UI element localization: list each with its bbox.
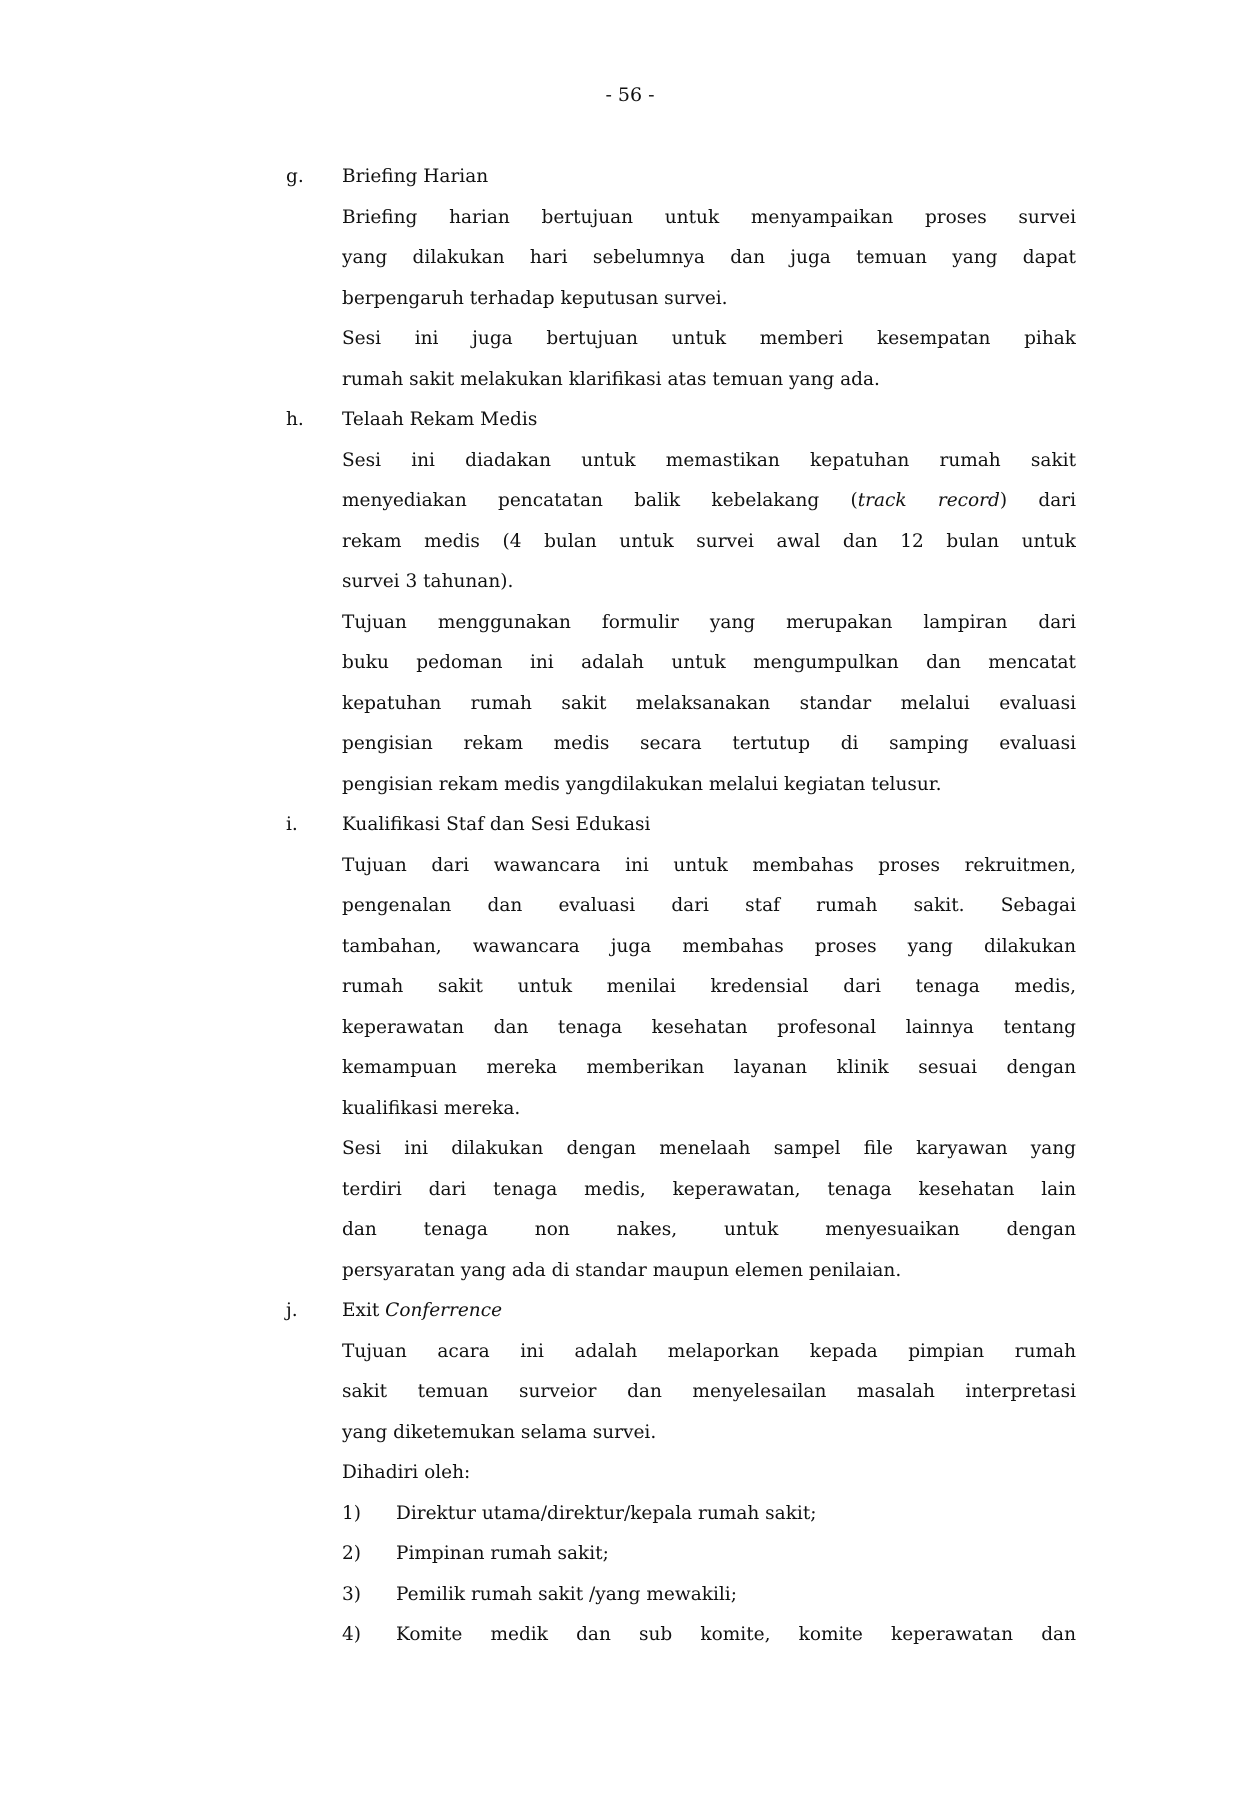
line-text: dan tenaga non nakes, untuk menyesuaikan dengan	[342, 1219, 1076, 1240]
line-text-after: ) dari	[999, 490, 1076, 511]
list-text: Pemilik rumah sakit /yang mewakili;	[396, 1583, 737, 1605]
attendee-list-item	[286, 1494, 1076, 1535]
list-number: 1)	[342, 1502, 361, 1524]
line-text: tambahan, wawancara juga membahas proses yang dilakukan	[342, 935, 1076, 957]
paragraph-line	[286, 441, 1076, 482]
line-text: Sesi ini dilakukan dengan menelaah sampel file karyawan yang	[342, 1138, 1076, 1159]
paragraph-line	[286, 1413, 1076, 1454]
line-text: Sesi ini juga bertujuan untuk memberi kesempatan pihak	[342, 328, 1076, 349]
section-title: Kualifikasi Staf dan Sesi Edukasi	[342, 814, 651, 835]
line-text: persyaratan yang ada di standar maupun elemen penilaian.	[342, 1259, 902, 1281]
section-marker: h.	[286, 409, 304, 430]
section-heading-h	[286, 400, 1076, 441]
section-title: Telaah Rekam Medis	[342, 409, 538, 430]
paragraph-line	[286, 238, 1076, 279]
attendee-list-item	[286, 1615, 1076, 1656]
paragraph-line	[286, 562, 1076, 603]
document-body	[286, 157, 1076, 1656]
line-text: Tujuan acara ini adalah melaporkan kepada pimpian rumah	[342, 1340, 1076, 1362]
section-heading-i	[286, 805, 1076, 846]
line-text: kemampuan mereka memberikan layanan klinik sesuai dengan	[342, 1057, 1076, 1078]
list-number: 4)	[342, 1624, 361, 1645]
paragraph-line	[286, 927, 1076, 968]
line-text: kualifikasi mereka.	[342, 1097, 521, 1119]
paragraph-line	[286, 1210, 1076, 1251]
section-title-plain: Exit	[342, 1300, 386, 1321]
section-title	[342, 1291, 1076, 1332]
line-text: Tujuan menggunakan formulir yang merupakan lampiran dari	[342, 611, 1076, 633]
paragraph-line	[286, 603, 1076, 644]
paragraph-line	[286, 1008, 1076, 1049]
list-number: 2)	[342, 1543, 361, 1564]
line-text: keperawatan dan tenaga kesehatan profesonal lainnya tentang	[342, 1016, 1076, 1038]
paragraph-line	[286, 765, 1076, 806]
paragraph-line	[286, 279, 1076, 320]
paragraph-line	[286, 522, 1076, 563]
line-text: sakit temuan surveior dan menyelesailan masalah interpretasi	[342, 1381, 1076, 1402]
paragraph-line	[286, 198, 1076, 239]
page-number: - 56 -	[605, 84, 655, 106]
line-text: berpengaruh terhadap keputusan survei.	[342, 287, 728, 309]
paragraph-line	[286, 319, 1076, 360]
list-text: Direktur utama/direktur/kepala rumah sakit;	[396, 1502, 817, 1524]
paragraph-line	[286, 967, 1076, 1008]
paragraph-line	[286, 1048, 1076, 1089]
line-text: Dihadiri oleh:	[342, 1462, 471, 1483]
line-text: survei 3 tahunan).	[342, 571, 514, 592]
line-text-before: menyediakan pencatatan balik kebelakang (	[342, 490, 858, 511]
line-text: pengenalan dan evaluasi dari staf rumah sakit. Sebagai	[342, 895, 1076, 916]
line-text: buku pedoman ini adalah untuk mengumpulkan dan mencatat	[342, 652, 1076, 673]
line-text: yang diketemukan selama survei.	[342, 1421, 657, 1443]
section-marker: j.	[286, 1300, 298, 1321]
paragraph-line	[286, 1372, 1076, 1413]
attendee-list-item	[286, 1575, 1076, 1616]
line-text: pengisian rekam medis secara tertutup di samping evaluasi	[342, 733, 1076, 754]
line-text: kepatuhan rumah sakit melaksanakan standar melalui evaluasi	[342, 692, 1076, 714]
paragraph-line	[286, 1089, 1076, 1130]
section-heading-j	[286, 1291, 1076, 1332]
paragraph-line	[286, 1453, 1076, 1494]
paragraph-line	[286, 1251, 1076, 1292]
list-number: 3)	[342, 1583, 361, 1605]
line-text: Briefing harian bertujuan untuk menyampaikan proses survei	[342, 206, 1076, 228]
list-text: Komite medik dan sub komite, komite keperawatan dan	[396, 1624, 1076, 1645]
section-title-italic: Conferrence	[385, 1300, 503, 1321]
section-heading-g	[286, 157, 1076, 198]
line-text	[342, 481, 1076, 522]
paragraph-line	[286, 643, 1076, 684]
section-title: Briefing Harian	[342, 166, 489, 187]
line-text: terdiri dari tenaga medis, keperawatan, tenaga kesehatan lain	[342, 1178, 1076, 1200]
italic-term: track record	[857, 490, 1000, 511]
line-text: rekam medis (4 bulan untuk survei awal dan 12 bulan untuk	[342, 530, 1076, 552]
section-marker: g.	[286, 166, 304, 187]
paragraph-line	[286, 481, 1076, 522]
paragraph-line	[286, 1129, 1076, 1170]
line-text: Tujuan dari wawancara ini untuk membahas proses rekruitmen,	[342, 854, 1076, 876]
attendee-list-item	[286, 1534, 1076, 1575]
paragraph-line	[286, 684, 1076, 725]
section-marker: i.	[286, 814, 298, 835]
line-text: Sesi ini diadakan untuk memastikan kepatuhan rumah sakit	[342, 449, 1076, 471]
paragraph-line	[286, 360, 1076, 401]
list-text: Pimpinan rumah sakit;	[396, 1543, 609, 1564]
line-text: yang dilakukan hari sebelumnya dan juga temuan yang dapat	[342, 247, 1076, 268]
paragraph-line	[286, 886, 1076, 927]
line-text: rumah sakit untuk menilai kredensial dari tenaga medis,	[342, 976, 1076, 997]
paragraph-line	[286, 1170, 1076, 1211]
paragraph-line	[286, 724, 1076, 765]
line-text: pengisian rekam medis yangdilakukan melalui kegiatan telusur.	[342, 773, 942, 795]
paragraph-line	[286, 1332, 1076, 1373]
paragraph-line	[286, 846, 1076, 887]
line-text: rumah sakit melakukan klarifikasi atas temuan yang ada.	[342, 368, 880, 390]
